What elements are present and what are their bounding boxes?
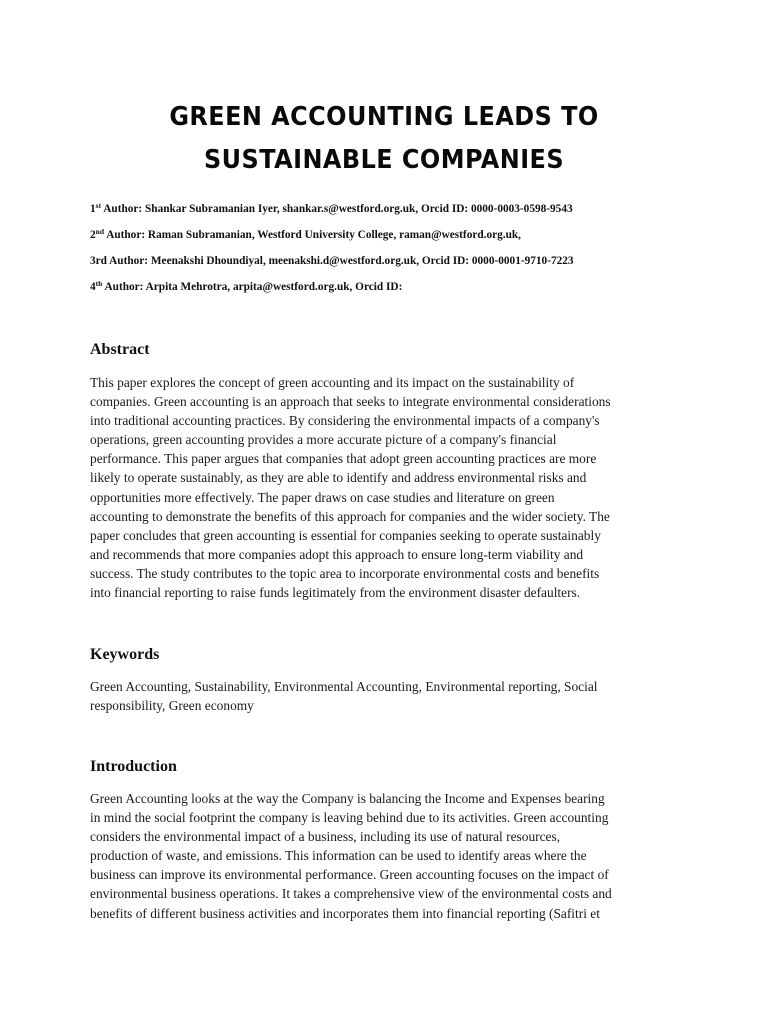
abstract-heading: Abstract (90, 341, 150, 358)
abstract-line: This paper explores the concept of green accounting and its impact on the sustainability of (90, 375, 575, 390)
abstract-line: into traditional accounting practices. By considering the environmental impacts of a company's (90, 413, 600, 429)
author-ordinal: 1 (90, 203, 96, 215)
paper-title-line-1: GREEN ACCOUNTING LEADS TO (169, 102, 599, 132)
paper-title-line-2: SUSTAINABLE COMPANIES (203, 145, 565, 175)
abstract-line: operations, green accounting provides a more accurate picture of a company's financial (90, 432, 557, 448)
author-text: Author: Meenakshi Dhoundiyal, meenakshi.d@westford.org.uk, Orcid ID: 0000-0001-9710-7223 (106, 255, 574, 267)
author-ordinal: 4 (90, 281, 96, 293)
paper-title (31, 96, 738, 182)
author-text: Author: Raman Subramanian, Westford University College, raman@westford.org.uk, (104, 229, 521, 241)
introduction-line: considers the environmental impact of a business, including its use of natural resources, (90, 829, 561, 845)
introduction-line: environmental business operations. It takes a comprehensive view of the environmental costs and (90, 886, 612, 902)
introduction-line: in mind the social footprint the company is leaving behind due to its activities. Green accounting (90, 810, 609, 826)
author-text: Author: Arpita Mehrotra, arpita@westford.org.uk, Orcid ID: (102, 281, 403, 293)
abstract-line: likely to operate sustainably, as they are able to identify and address environmental risks and (90, 470, 587, 486)
keywords-line: responsibility, Green economy (90, 698, 254, 714)
author-line-2 (90, 226, 690, 252)
abstract-line: paper concludes that green accounting is essential for companies seeking to operate sustainably (90, 527, 601, 543)
abstract-line: companies. Green accounting is an approach that seeks to integrate environmental considerations (90, 394, 611, 410)
author-line-4 (90, 278, 690, 304)
author-text: Author: Shankar Subramanian Iyer, shankar.s@westford.org.uk, Orcid ID: 0000-0003-0598-9543 (101, 203, 573, 215)
keywords-line: Green Accounting, Sustainability, Environmental Accounting, Environmental reporting, Social (90, 679, 598, 694)
author-ordinal: 2 (90, 229, 96, 241)
author-ordinal-suffix: th (95, 279, 103, 288)
abstract-body (90, 373, 680, 602)
author-list (90, 200, 690, 304)
introduction-line: Green Accounting looks at the way the Company is balancing the Income and Expenses bearing (90, 791, 605, 806)
keywords-body (90, 677, 680, 715)
introduction-heading: Introduction (90, 758, 177, 775)
abstract-line: accounting to demonstrate the benefits of this approach for companies and the wider society. The (90, 508, 610, 524)
author-ordinal-suffix: nd (95, 227, 104, 236)
abstract-line: and recommends that more companies adopt this approach to ensure long-term viability and (90, 546, 584, 562)
abstract-line: opportunities more effectively. The paper draws on case studies and literature on green (90, 489, 555, 505)
author-line-1 (90, 200, 690, 226)
introduction-line: business can improve its environmental performance. Green accounting focuses on the impact of (90, 867, 609, 883)
author-line-3 (90, 252, 690, 278)
keywords-heading: Keywords (90, 646, 160, 663)
introduction-line: production of waste, and emissions. This information can be used to identify areas where the (90, 848, 587, 864)
introduction-body (90, 789, 680, 923)
author-ordinal-suffix: st (95, 201, 102, 210)
abstract-line: into financial reporting to raise funds legitimately from the environment disaster defaulters. (90, 585, 581, 601)
abstract-line: performance. This paper argues that companies that adopt green accounting practices are more (90, 451, 597, 467)
author-ordinal: 3rd (90, 255, 107, 267)
introduction-line: benefits of different business activities and incorporates them into financial reporting (Safitri et (90, 905, 600, 921)
abstract-line: success. The study contributes to the topic area to incorporate environmental costs and benefits (90, 565, 600, 581)
